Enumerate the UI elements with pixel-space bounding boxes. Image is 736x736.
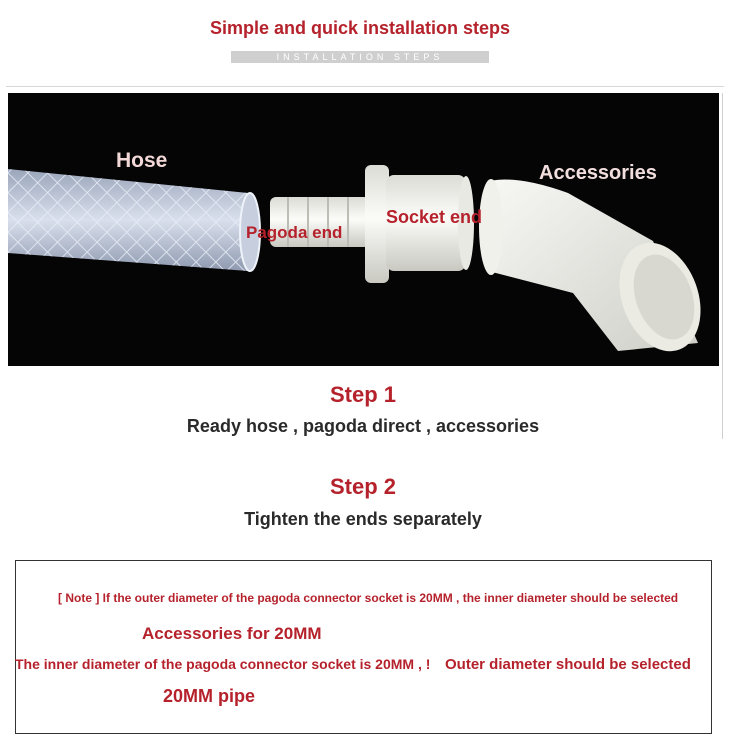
section-subtitle: INSTALLATION STEPS bbox=[231, 51, 489, 63]
step-1-title: Step 1 bbox=[329, 382, 397, 407]
label-pagoda-end: Pagoda end bbox=[246, 223, 343, 242]
note-line-3-right: Outer diameter should be selected bbox=[445, 656, 691, 673]
step-2-description: Tighten the ends separately bbox=[244, 509, 482, 529]
page-title: Simple and quick installation steps bbox=[209, 18, 511, 38]
label-hose: Hose bbox=[116, 149, 168, 172]
note-line-2: Accessories for 20MM bbox=[142, 624, 322, 643]
step-1-description: Ready hose , pagoda direct , accessories bbox=[186, 416, 540, 436]
note-box bbox=[15, 560, 712, 734]
product-illustration bbox=[8, 93, 719, 366]
step-2-title: Step 2 bbox=[329, 474, 397, 499]
label-accessories: Accessories bbox=[539, 162, 657, 184]
product-photo bbox=[8, 93, 719, 366]
note-line-4: 20MM pipe bbox=[163, 686, 256, 706]
note-line-1: [ Note ] If the outer diameter of the pagoda connector socket is 20MM , the inner diameter should be selected bbox=[58, 591, 679, 605]
note-line-3-left: The inner diameter of the pagoda connector socket is 20MM , ! bbox=[15, 656, 431, 672]
header-divider bbox=[6, 86, 724, 87]
elbow-accessory bbox=[479, 179, 715, 363]
label-socket-end: Socket end bbox=[386, 207, 483, 227]
hose-tube bbox=[8, 169, 260, 271]
